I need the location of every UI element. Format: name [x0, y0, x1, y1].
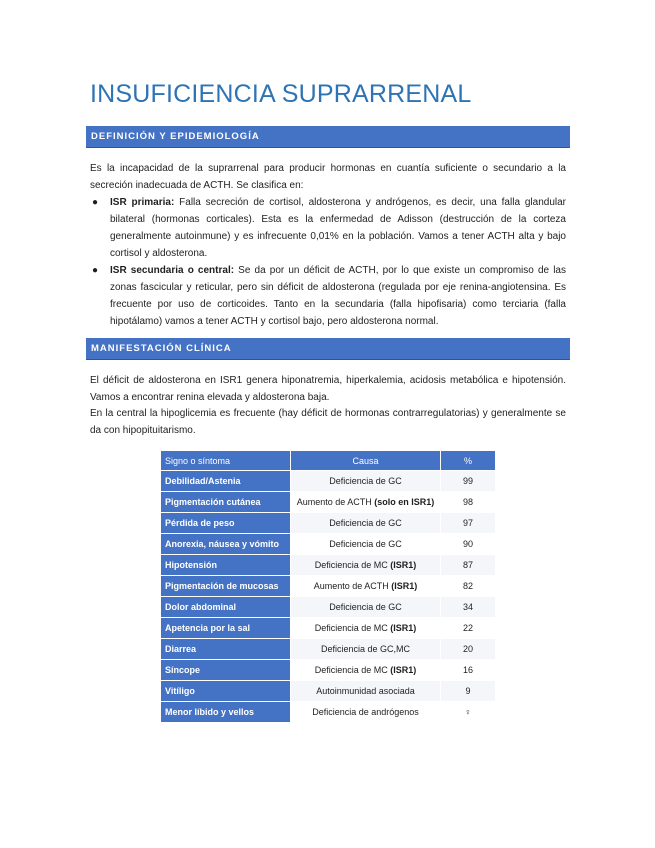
table-row: [161, 660, 495, 680]
cell-porcentaje: ♀: [441, 702, 495, 722]
cell-signo: Diarrea: [161, 639, 290, 659]
cell-porcentaje: 20: [441, 639, 495, 659]
cell-signo: Apetencia por la sal: [161, 618, 290, 638]
cause-text: Deficiencia de MC: [314, 623, 391, 633]
cell-causa: [291, 471, 440, 491]
cause-text: Deficiencia de GC: [329, 518, 402, 528]
cell-porcentaje: 90: [441, 534, 495, 554]
term-isr-secundaria: ISR secundaria o central:: [110, 265, 235, 276]
cell-causa: [291, 660, 440, 680]
symptoms-table: [160, 450, 496, 723]
cause-qualifier: (ISR1): [390, 560, 417, 570]
cell-signo: Vitíligo: [161, 681, 290, 701]
table-row: [161, 681, 495, 701]
header-porcentaje: %: [441, 451, 495, 470]
clinical-paragraph-1: El déficit de aldosterona en ISR1 genera hiponatremia, hiperkalemia, acidosis metabólica e hipotensión. Vamos a encontrar renina elevada y aldosterona baja.: [90, 375, 566, 403]
table-row: [161, 576, 495, 596]
cause-text: Deficiencia de MC: [314, 560, 391, 570]
table-header-row: [161, 451, 495, 470]
cause-text: Deficiencia de GC: [329, 539, 402, 549]
cell-porcentaje: 87: [441, 555, 495, 575]
text-isr-primaria: Falla secreción de cortisol, aldosterona y andrógenos, es decir, una falla glandular bilateral (hormonas corticales). Esta es la enfermedad de Adisson (destrucción de la corteza generalmente autoinmune) y es infrecuente 0,01% en la población. Vamos a tener ACTH alta y bajo cortisol y aldosterona.: [110, 197, 566, 259]
cause-text: Autoinmunidad asociada: [316, 686, 415, 696]
cause-text: Deficiencia de GC: [329, 602, 402, 612]
cell-causa: [291, 681, 440, 701]
header-causa: Causa: [291, 451, 440, 470]
table-row: [161, 618, 495, 638]
bullet-icon: ●: [92, 197, 99, 208]
cell-porcentaje: 99: [441, 471, 495, 491]
cell-porcentaje: 97: [441, 513, 495, 533]
bullet-icon: ●: [92, 265, 99, 276]
table-row: [161, 555, 495, 575]
cell-causa: [291, 639, 440, 659]
table-body: [161, 471, 495, 722]
cell-signo: Hipotensión: [161, 555, 290, 575]
cause-qualifier: (ISR1): [390, 623, 417, 633]
intro-paragraph: Es la incapacidad de la suprarrenal para producir hormonas en cuantía suficiente o secundario a la secreción inadecuada de ACTH. Se clasifica en:: [90, 163, 566, 191]
cause-text: Aumento de ACTH: [313, 581, 392, 591]
cell-porcentaje: 34: [441, 597, 495, 617]
section-heading-manifestacion: MANIFESTACIÓN CLÍNICA: [86, 338, 570, 360]
cause-text: Aumento de ACTH: [296, 497, 375, 507]
cell-signo: Dolor abdominal: [161, 597, 290, 617]
classification-list: [90, 194, 566, 330]
cell-signo: Pigmentación de mucosas: [161, 576, 290, 596]
clinical-paragraph-2: En la central la hipoglicemia es frecuente (hay déficit de hormonas contrarregulatorias) y generalmente se da con hipopituitarismo.: [90, 408, 566, 436]
cell-causa: [291, 513, 440, 533]
cell-causa: [291, 534, 440, 554]
cell-signo: Anorexia, náusea y vómito: [161, 534, 290, 554]
cause-qualifier: (ISR1): [391, 581, 418, 591]
cell-causa: [291, 597, 440, 617]
cause-text: Deficiencia de andrógenos: [312, 707, 419, 717]
table-row: [161, 534, 495, 554]
list-item-isr-secundaria: [90, 262, 566, 330]
cause-text: Deficiencia de MC: [314, 665, 391, 675]
table-row: [161, 513, 495, 533]
cell-causa: [291, 492, 440, 512]
cell-porcentaje: 98: [441, 492, 495, 512]
cell-signo: Debilidad/Astenia: [161, 471, 290, 491]
table-row: [161, 639, 495, 659]
cell-signo: Pigmentación cutánea: [161, 492, 290, 512]
table-row: [161, 492, 495, 512]
cell-signo: Síncope: [161, 660, 290, 680]
cell-porcentaje: 82: [441, 576, 495, 596]
cell-signo: Menor líbido y vellos: [161, 702, 290, 722]
cell-porcentaje: 9: [441, 681, 495, 701]
table-row: [161, 471, 495, 491]
header-signo: Signo o síntoma: [161, 451, 290, 470]
cause-text: Deficiencia de GC,MC: [320, 644, 411, 654]
cell-causa: [291, 555, 440, 575]
list-item-isr-primaria: [90, 194, 566, 262]
table-row: [161, 702, 495, 722]
text-isr-secundaria: Se da por un déficit de ACTH, por lo que existe un compromiso de las zonas fascicular y reticular, pero sin déficit de aldosterona (regulada por eje renina-angiotensina. Es frecuente por uso de corticoides. Tanto en la secundaria (falla hipofisaria) como terciaria (falla hipotálamo) vamos a tener ACTH y cortisol bajo, pero aldosterona normal.: [110, 265, 566, 327]
cause-qualifier: (ISR1): [390, 665, 417, 675]
cell-signo: Pérdida de peso: [161, 513, 290, 533]
table-row: [161, 597, 495, 617]
cell-causa: [291, 702, 440, 722]
cause-qualifier: (solo en ISR1): [374, 497, 435, 507]
cause-text: Deficiencia de GC: [329, 476, 402, 486]
page-title: INSUFICIENCIA SUPRARRENAL: [90, 80, 472, 108]
cell-causa: [291, 618, 440, 638]
cell-causa: [291, 576, 440, 596]
cell-porcentaje: 16: [441, 660, 495, 680]
cell-porcentaje: 22: [441, 618, 495, 638]
section-heading-definicion: DEFINICIÓN Y EPIDEMIOLOGÍA: [86, 126, 570, 148]
term-isr-primaria: ISR primaria:: [110, 197, 175, 208]
